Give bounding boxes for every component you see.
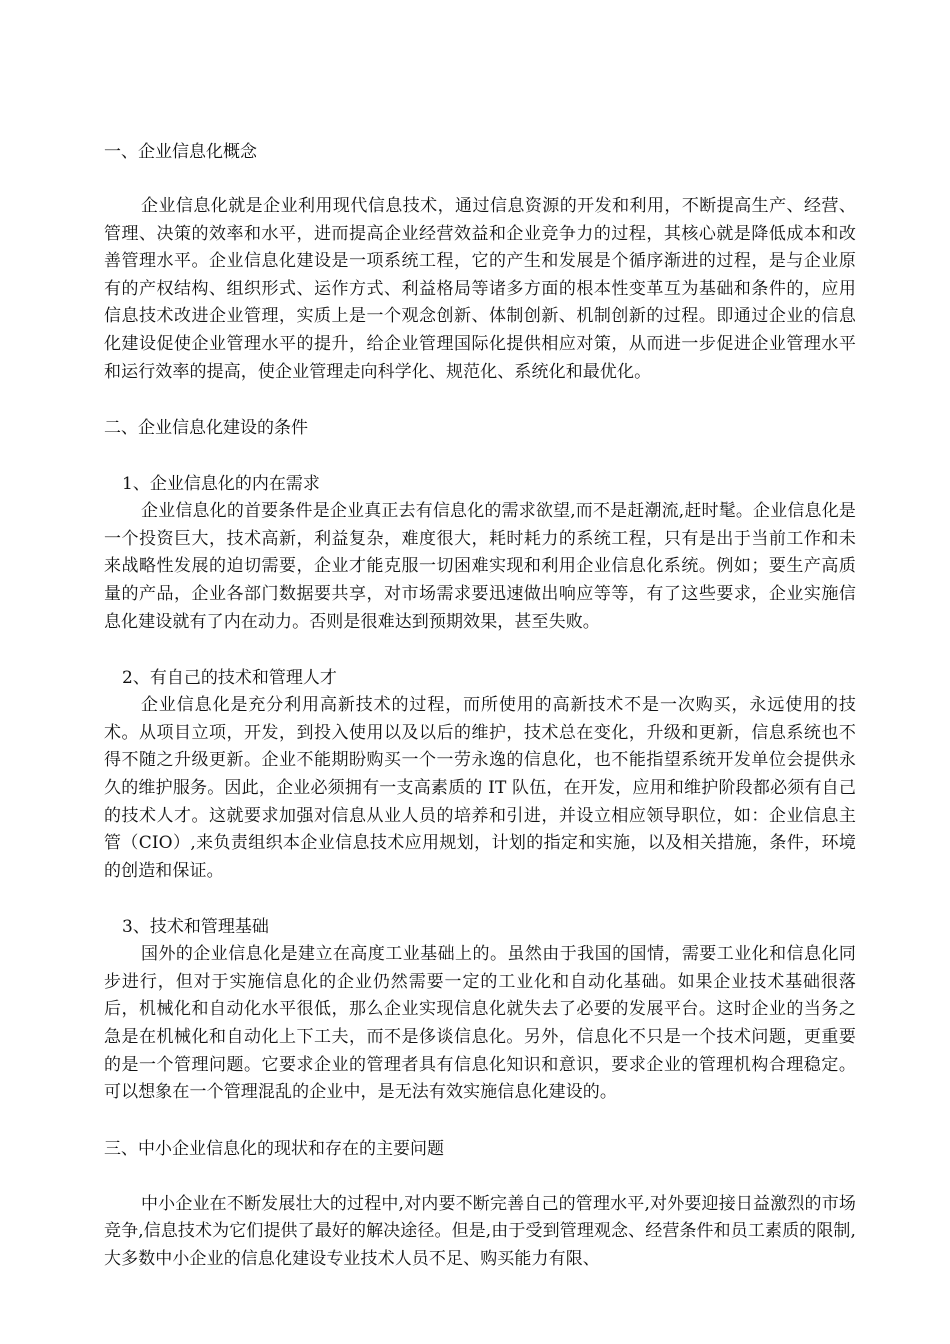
document-page	[104, 138, 856, 1274]
section-1-paragraph: 企业信息化就是企业利用现代信息技术，通过信息资源的开发和利用，不断提高生产、经营、管理、决策的效率和水平，进而提高企业经营效益和企业竞争力的过程，其核心就是降低成本和改善管理水平。企业信息化建设是一项系统工程，它的产生和发展是个循序渐进的过程，是与企业原有的产权结构、组织形式、运作方式、利益格局等诸多方面的根本性变革互为基础和条件的，应用信息技术改进企业管理，实质上是一个观念创新、体制创新、机制创新的过程。即通过企业的信息化建设促使企业管理水平的提升，给企业管理国际化提供相应对策，从而进一步促进企业管理水平和运行效率的提高，使企业管理走向科学化、规范化、系统化和最优化。	[104, 196, 856, 382]
spacer	[104, 636, 856, 664]
spacer	[104, 885, 856, 913]
section-heading-1: 一、企业信息化概念	[104, 142, 257, 162]
spacer	[104, 166, 856, 193]
spacer	[104, 1163, 856, 1191]
subsection-2-3-paragraph: 国外的企业信息化是建立在高度工业基础上的。虽然由于我国的国情，需要工业化和信息化同步进行，但对于实施信息化的企业仍然需要一定的工业化和自动化基础。如果企业技术基础很落后，机械化和自动化水平很低，那么企业实现信息化就失去了必要的发展平台。这时企业的当务之急是在机械化和自动化上下工夫，而不是侈谈信息化。另外，信息化不只是一个技术问题，更重要的是一个管理问题。它要求企业的管理者具有信息化知识和意识，要求企业的管理机构合理稳定。可以想象在一个管理混乱的企业中，是无法有效实施信息化建设的。	[104, 944, 856, 1103]
subsection-2-1-paragraph: 企业信息化的首要条件是企业真正去有信息化的需求欲望,而不是赶潮流,赶时髦。企业信息化是一个投资巨大，技术高新，利益复杂，难度很大，耗时耗力的系统工程，只有是出于当前工作和未来战略性发展的迫切需要，企业才能克服一切困难实现和利用企业信息化系统。例如；要生产高质量的产品，企业各部门数据要共享，对市场需求要迅速做出响应等等，有了这些要求，企业实施信息化建设就有了内在动力。否则是很难达到预期效果，甚至失败。	[104, 501, 856, 632]
spacer	[104, 442, 856, 470]
subsection-2-2-paragraph: 企业信息化是充分利用高新技术的过程，而所使用的高新技术不是一次购买，永远使用的技术。从项目立项，开发，到投入使用以及以后的维护，技术总在变化，升级和更新，信息系统也不得不随之升级更新。企业不能期盼购买一个一劳永逸的信息化，也不能指望系统开发单位会提供永久的维护服务。因此，企业必须拥有一支高素质的 IT 队伍，在开发，应用和维护阶段都必须有自己的技术人才。这就要求加强对信息从业人员的培养和引进，并设立相应领导职位，如：企业信息主管（CIO）,来负责组织本企业信息技术应用规划，计划的指定和实施，以及相关措施，条件，环境的创造和保证。	[104, 695, 856, 881]
section-3-paragraph: 中小企业在不断发展壮大的过程中,对内要不断完善自己的管理水平,对外要迎接日益激烈的市场竞争,信息技术为它们提供了最好的解决途径。但是,由于受到管理观念、经营条件和员工素质的限制,大多数中小企业的信息化建设专业技术人员不足、购买能力有限、	[104, 1193, 856, 1270]
subsection-heading-2-2: 2、有自己的技术和管理人才	[122, 668, 337, 689]
section-heading-3: 三、中小企业信息化的现状和存在的主要问题	[104, 1138, 444, 1159]
subsection-heading-2-3: 3、技术和管理基础	[122, 917, 269, 938]
subsection-heading-2-1: 1、企业信息化的内在需求	[122, 474, 320, 495]
section-heading-2: 二、企业信息化建设的条件	[104, 418, 308, 439]
spacer	[104, 386, 856, 414]
spacer	[104, 1107, 856, 1135]
